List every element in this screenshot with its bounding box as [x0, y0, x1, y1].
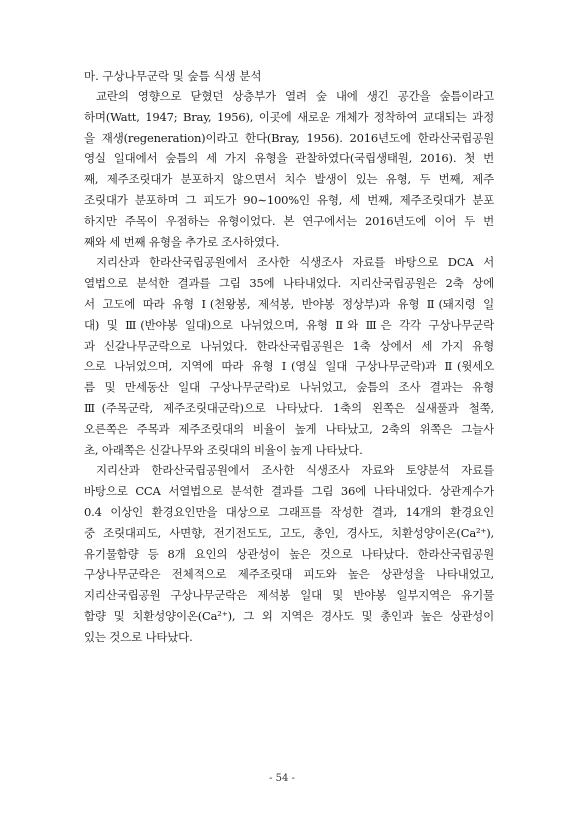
paragraph-canopy-gap-definition: [84, 86, 494, 252]
paragraph-line: 째와 세 번째 유형을 추가로 조사하였다.: [84, 234, 280, 249]
paragraph-line: 구상나무군락은 전체적으로 제주조릿대 피도와 높은 상관성을 나타내었고,: [84, 567, 494, 582]
page-number: - 54 -: [269, 773, 295, 784]
paragraph-line: 째, 제주조릿대가 분포하지 않으면서 치수 발생이 있는 유형, 두 번째, 제주: [84, 172, 494, 187]
paragraph-line: 름 및 만세동산 일대 구상나무군락)로 나뉘었고, 숲틈의 조사 결과는 유형: [84, 380, 494, 395]
paragraph-line: 서 고도에 따라 유형 Ⅰ(천왕봉, 제석봉, 반야봉 정상부)과 유형 Ⅱ(돼지령 일: [84, 296, 494, 311]
paragraph-line: Ⅲ(주목군락, 제주조릿대군락)으로 나타났다. 1축의 왼쪽은 실새풀과 철쭉,: [84, 400, 494, 415]
paragraph-line: 지리산과 한라산국립공원에서 조사한 식생조사 자료와 토양분석 자료를: [96, 463, 494, 478]
paragraph-line: 지리산국립공원 구상나무군락은 제석봉 일대 및 반야봉 일부지역은 유기물: [84, 588, 494, 603]
paragraph-line: 하며(Watt, 1947; Bray, 1956), 이곳에 새로운 개체가 정착하여 교대되는 과정: [84, 109, 494, 124]
body-text: [84, 86, 494, 648]
paragraph-line: 지리산과 한라산국립공원에서 조사한 식생조사 자료를 바탕으로 DCA 서: [96, 255, 494, 270]
paragraph-line: 바탕으로 CCA 서열법으로 분석한 결과를 그림 36에 나타내었다. 상관계수가: [84, 484, 494, 499]
paragraph-line: 열법으로 분석한 결과를 그림 35에 나타내었다. 지리산국립공원은 2축 상에: [84, 276, 494, 291]
paragraph-line: 중 조릿대피도, 사면향, 전기전도도, 고도, 총인, 경사도, 치환성양이온(Ca²⁺),: [84, 525, 494, 540]
paragraph-line: 교란의 영향으로 닫혔던 상층부가 열려 숲 내에 생긴 공간을 숲틈이라고: [96, 89, 494, 103]
paragraph-line: 과 신갈나무군락으로 나뉘었다. 한라산국립공원은 1축 상에서 세 가지 유형: [84, 338, 494, 353]
paragraph-dca-analysis: [84, 252, 494, 460]
paragraph-cca-analysis: [84, 460, 494, 647]
paragraph-line: 유기물함량 등 8개 요인의 상관성이 높은 것으로 나타났다. 한라산국립공원: [84, 546, 494, 561]
paragraph-line: 으로 나뉘었으며, 지역에 따라 유형 Ⅰ(영실 일대 구상나무군락)과 Ⅱ(윗세오: [84, 359, 494, 374]
paragraph-line: 함량 및 치환성양이온(Ca²⁺), 그 외 지역은 경사도 및 총인과 높은 상관성이: [84, 608, 494, 623]
paragraph-line: 을 재생(regeneration)이라고 한다(Bray, 1956). 2016년도에 한라산국립공원: [84, 130, 494, 145]
paragraph-line: 대) 및 Ⅲ(반야봉 일대)으로 나뉘었으며, 유형 Ⅱ와 Ⅲ은 각각 구상나무군락: [84, 317, 494, 332]
paragraph-line: 조릿대가 분포하며 그 피도가 90∼100%인 유형, 세 번째, 제주조릿대가 분포: [84, 192, 494, 207]
paragraph-line: 하지만 주목이 우점하는 유형이었다. 본 연구에서는 2016년도에 이어 두 번: [84, 213, 494, 228]
paragraph-line: 오른쪽은 주목과 제주조릿대의 비율이 높게 나타났고, 2축의 위쪽은 그늘사: [84, 421, 494, 436]
paragraph-line: 0.4 이상인 환경요인만을 대상으로 그래프를 작성한 결과, 14개의 환경요인: [84, 504, 494, 519]
paragraph-line: 영실 일대에서 숲틈의 세 가지 유형을 관찰하였다(국립생태원, 2016). 첫 번: [84, 151, 494, 166]
paragraph-line: 있는 것으로 나타났다.: [84, 629, 193, 644]
paragraph-line: 초, 아래쪽은 신갈나무와 조릿대의 비율이 높게 나타났다.: [84, 442, 363, 457]
section-heading: 마. 구상나무군락 및 숲틈 식생 분석: [84, 69, 262, 83]
